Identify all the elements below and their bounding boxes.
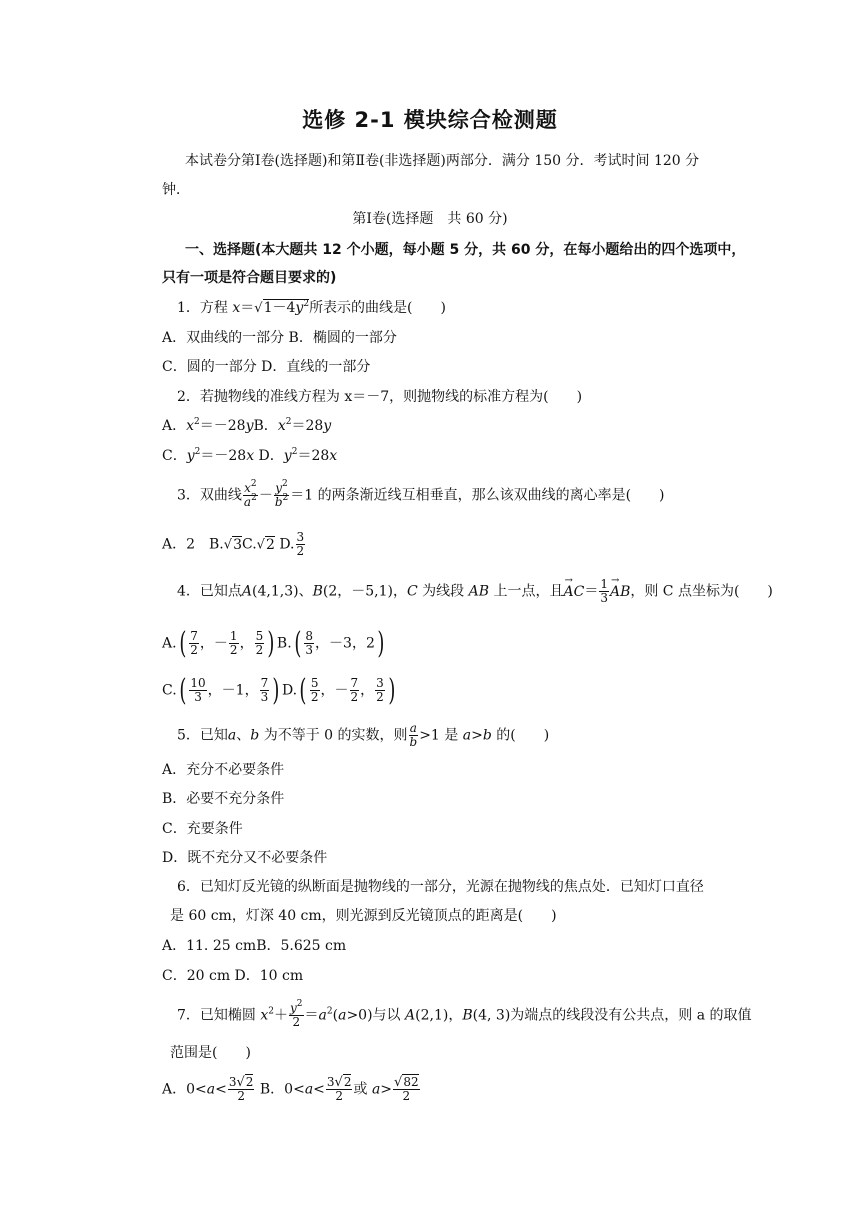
question-1-options-cd: C．圆的一部分 D．直线的一部分 bbox=[162, 359, 371, 375]
question-1-options-ab: A．双曲线的一部分 B．椭圆的一部分 bbox=[162, 330, 397, 346]
question-7-options-ab: A．0<a< $\frac{3√2}{2}$ B．0<a< $\frac{3√2}{2}$ 或 a> $\frac{√82}{2}$ bbox=[162, 1075, 419, 1103]
question-4: 4．已知点A(4,1,3)、B(2，－5,1)，C 为线段 AB 上一点，且→ AC＝ $\frac{1}{3}$ → AB，则 C 点坐标为( ) bbox=[177, 578, 773, 605]
page-title: 选修 2-1 模块综合检测题 bbox=[302, 108, 558, 132]
question-6-options-cd: C．20 cm D．10 cm bbox=[162, 968, 304, 984]
intro-line-1: 本试卷分第Ⅰ卷(选择题)和第Ⅱ卷(非选择题)两部分．满分 150 分．考试时间 120 分 bbox=[185, 153, 700, 169]
question-3: 3．双曲线 $\frac{x^2}{a^2}$ － $\frac{y^2}{b^2}$ ＝1 的两条渐近线互相垂直，那么该双曲线的离心率是( ) bbox=[177, 479, 665, 509]
question-6-line-2: 是 60 cm，灯深 40 cm，则光源到反光镜顶点的距离是( ) bbox=[170, 908, 557, 924]
question-6-line-1: 6．已知灯反光镜的纵断面是抛物线的一部分，光源在抛物线的焦点处．已知灯口直径 bbox=[177, 879, 704, 895]
section-heading-line-2: 只有一项是符合题目要求的) bbox=[162, 270, 337, 286]
question-5-option-c: C．充要条件 bbox=[162, 821, 243, 837]
question-5-option-a: A．充分不必要条件 bbox=[162, 762, 285, 778]
question-2: 2．若抛物线的准线方程为 x＝－7，则抛物线的标准方程为( ) bbox=[177, 389, 583, 405]
question-4-options-cd: C.( $\frac{10}{3}$ ，－1， $\frac{7}{3}$ ) D.( $\frac{5}{2}$ ，－ $\frac{7}{2}$ ， $\frac{3}{2}$ ) bbox=[162, 672, 396, 708]
question-5-option-b: B．必要不充分条件 bbox=[162, 791, 285, 807]
question-1: 1．方程 $x=√1-4y^2$所表示的曲线是( ) bbox=[177, 299, 446, 316]
question-5-option-d: D．既不充分又不必要条件 bbox=[162, 850, 328, 866]
question-4-options-ab: A.( $\frac{7}{2}$ ，－ $\frac{1}{2}$ ， $\frac{5}{2}$ ) B.( $\frac{8}{3}$ ，－3，2) bbox=[162, 625, 385, 661]
question-7-line-2: 范围是( ) bbox=[170, 1045, 251, 1061]
question-3-options: A．2 B.√3C.√2 D. $\frac{3}{2}$ bbox=[162, 530, 305, 558]
question-2-options-cd: C．$y^2=-28x$ D．$y^2=28x$ bbox=[162, 447, 338, 464]
intro-line-2: 钟． bbox=[162, 182, 190, 198]
question-6-options-ab: A．11. 25 cmB．5.625 cm bbox=[162, 938, 347, 954]
section-heading-line-1: 一、选择题(本大题共 12 个小题，每小题 5 分，共 60 分，在每小题给出的四个选项中， bbox=[185, 242, 746, 258]
question-7: 7．已知椭圆 $x^2+$ $\frac{y^2}{2}$ $=a^2(a>0)$与以 A(2,1)，B(4, 3)为端点的线段没有公共点，则 a 的取值 bbox=[177, 999, 752, 1029]
question-5: 5．已知a、b 为不等于 0 的实数，则 $\frac{a}{b}$ >1 是 a>b 的( ) bbox=[177, 721, 550, 749]
question-2-options-ab: A．$x^2=-28yB$．$x^2=28y$ bbox=[162, 417, 332, 434]
part-heading: 第Ⅰ卷(选择题 共 60 分) bbox=[352, 211, 508, 227]
